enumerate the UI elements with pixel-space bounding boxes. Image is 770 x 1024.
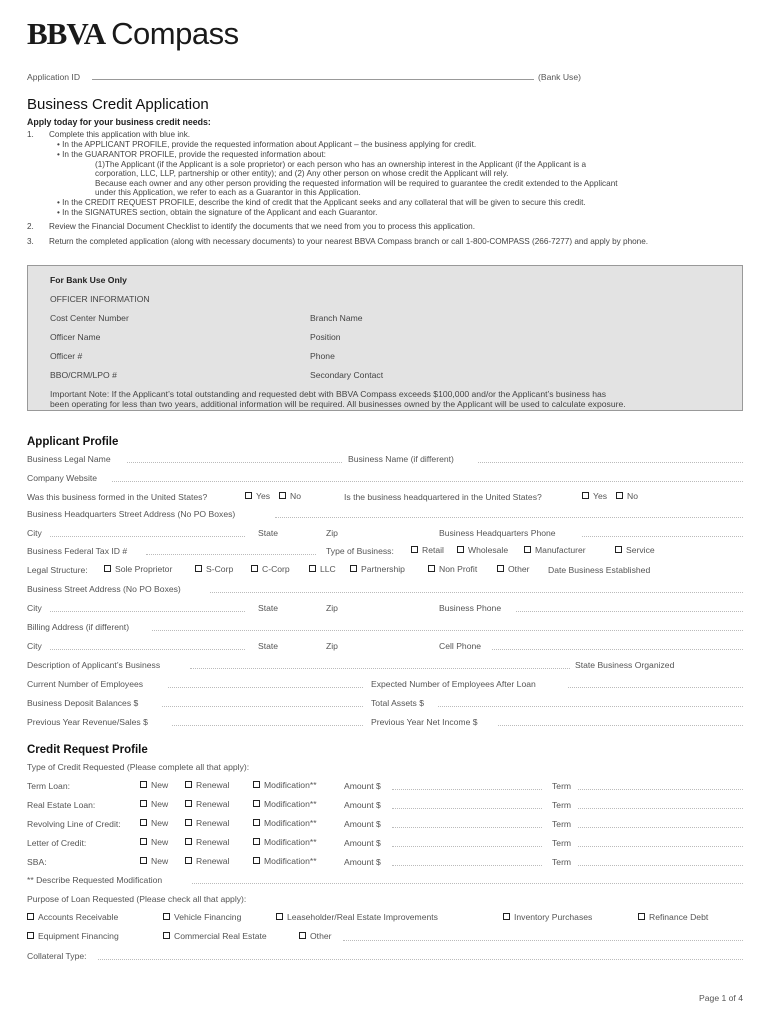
hq-street-label: Business Headquarters Street Address (No PO Boxes) (27, 509, 236, 519)
total-assets-field[interactable] (438, 699, 743, 707)
company-website-label: Company Website (27, 473, 98, 483)
non-profit-checkbox[interactable]: Non Profit (428, 564, 477, 574)
prev-net-income-label: Previous Year Net Income $ (371, 717, 478, 727)
retail-checkbox[interactable]: Retail (411, 545, 444, 555)
instruction-text: • In the CREDIT REQUEST PROFILE, describe the kind of credit that the Applicant seeks and any collateral that will be given to secure this credit. (57, 198, 586, 207)
real-estate-loan-label: Real Estate Loan: (27, 800, 96, 810)
hq-us-question: Is the business headquartered in the United States? (344, 492, 542, 502)
prev-revenue-field[interactable] (172, 718, 363, 726)
prev-revenue-label: Previous Year Revenue/Sales $ (27, 717, 148, 727)
collateral-type-field[interactable] (98, 952, 743, 960)
tax-id-field[interactable] (146, 547, 316, 555)
billing-city-label: City (27, 641, 42, 651)
sba-renewal-checkbox[interactable]: Renewal (185, 856, 229, 866)
other-purpose-field[interactable] (343, 933, 743, 941)
logo-brand: BBVA (27, 16, 106, 51)
business-legal-name-label: Business Legal Name (27, 454, 111, 464)
state-organized-label: State Business Organized (575, 660, 675, 670)
instruction-number: 2. (27, 222, 34, 231)
billing-address-field[interactable] (152, 623, 743, 631)
instruction-text: • In the APPLICANT PROFILE, provide the requested information about Applicant – the business applying for credit. (57, 140, 477, 149)
collateral-type-label: Collateral Type: (27, 951, 87, 961)
other-structure-checkbox[interactable]: Other (497, 564, 530, 574)
state-label: State (258, 603, 279, 613)
instruction-text: • In the GUARANTOR PROFILE, provide the requested information about: (57, 150, 326, 159)
company-website-field[interactable] (112, 474, 743, 482)
cost-center-label: Cost Center Number (50, 313, 129, 323)
page-number: Page 1 of 4 (699, 993, 743, 1003)
current-employees-field[interactable] (168, 680, 363, 688)
term-loan-amount-field[interactable] (392, 782, 542, 790)
business-description-field[interactable] (190, 661, 570, 669)
hq-street-field[interactable] (275, 510, 743, 518)
instruction-text: (1)The Applicant (if the Applicant is a sole proprietor) or each person who has an ownership interest in the Applicant (if the Applicant is a (95, 160, 587, 169)
real-estate-term-label: Term (552, 800, 572, 810)
application-id-suffix: (Bank Use) (538, 72, 581, 82)
page-subtitle: Apply today for your business credit needs: (27, 117, 211, 127)
legal-structure-label: Legal Structure: (27, 565, 88, 575)
instruction-text: Because each owner and any other person providing the requested information will be required to guarantee the credit extended to the Applicant (95, 179, 618, 188)
business-description-label: Description of Applicant’s Business (27, 660, 161, 670)
expected-employees-field[interactable] (568, 680, 743, 688)
business-phone-field[interactable] (516, 604, 743, 612)
phone-label: Phone (310, 351, 335, 361)
real-estate-term-field[interactable] (578, 801, 743, 809)
term-loan-renewal-checkbox[interactable]: Renewal (185, 780, 229, 790)
letter-of-credit-modification-checkbox[interactable]: Modification** (253, 837, 317, 847)
sba-amount-field[interactable] (392, 858, 542, 866)
street-address-label: Business Street Address (No PO Boxes) (27, 584, 181, 594)
bbva-compass-logo (27, 16, 239, 52)
hq-phone-field[interactable] (582, 529, 743, 537)
letter-of-credit-label: Letter of Credit: (27, 838, 87, 848)
date-established-label: Date Business Established (548, 565, 651, 575)
bank-use-box (27, 265, 743, 411)
officer-name-label: Officer Name (50, 332, 101, 342)
inventory-purchases-checkbox[interactable]: Inventory Purchases (503, 912, 592, 922)
revolving-renewal-checkbox[interactable]: Renewal (185, 818, 229, 828)
revolving-amount-field[interactable] (392, 820, 542, 828)
formed-us-yes-checkbox[interactable]: Yes (245, 491, 270, 501)
llc-checkbox[interactable]: LLC (309, 564, 336, 574)
business-name-field[interactable] (478, 455, 743, 463)
credit-type-label: Type of Credit Requested (Please complete all that apply): (27, 762, 250, 772)
position-label: Position (310, 332, 341, 342)
letter-of-credit-amount-label: Amount $ (344, 838, 381, 848)
hq-phone-label: Business Headquarters Phone (439, 528, 556, 538)
street-address-field[interactable] (210, 585, 743, 593)
wholesale-checkbox[interactable]: Wholesale (457, 545, 508, 555)
billing-state-label: State (258, 641, 279, 651)
real-estate-amount-field[interactable] (392, 801, 542, 809)
refinance-debt-checkbox[interactable]: Refinance Debt (638, 912, 708, 922)
credit-request-heading: Credit Request Profile (27, 744, 148, 756)
term-loan-amount-label: Amount $ (344, 781, 381, 791)
revolving-term-label: Term (552, 819, 572, 829)
term-loan-label: Term Loan: (27, 781, 70, 791)
zip-label: Zip (326, 603, 338, 613)
branch-name-label: Branch Name (310, 313, 363, 323)
instruction-text: Complete this application with blue ink. (49, 130, 191, 139)
sba-new-checkbox[interactable]: New (140, 856, 168, 866)
letter-of-credit-amount-field[interactable] (392, 839, 542, 847)
term-loan-new-checkbox[interactable]: New (140, 780, 168, 790)
vehicle-financing-checkbox[interactable]: Vehicle Financing (163, 912, 241, 922)
letter-of-credit-renewal-checkbox[interactable]: Renewal (185, 837, 229, 847)
bbo-label: BBO/CRM/LPO # (50, 370, 117, 380)
manufacturer-checkbox[interactable]: Manufacturer (524, 545, 586, 555)
service-checkbox[interactable]: Service (615, 545, 655, 555)
revolving-amount-label: Amount $ (344, 819, 381, 829)
applicant-profile-heading: Applicant Profile (27, 436, 119, 448)
bank-use-header: For Bank Use Only (50, 275, 127, 285)
term-loan-term-field[interactable] (578, 782, 743, 790)
revolving-new-checkbox[interactable]: New (140, 818, 168, 828)
sba-term-label: Term (552, 857, 572, 867)
s-corp-checkbox[interactable]: S-Corp (195, 564, 233, 574)
sba-modification-checkbox[interactable]: Modification** (253, 856, 317, 866)
term-loan-modification-checkbox[interactable]: Modification** (253, 780, 317, 790)
billing-zip-label: Zip (326, 641, 338, 651)
c-corp-checkbox[interactable]: C-Corp (251, 564, 290, 574)
hq-us-yes-checkbox[interactable]: Yes (582, 491, 607, 501)
instruction-text: Review the Financial Document Checklist to identify the documents that we need from you to process this application. (49, 222, 475, 231)
billing-city-field[interactable] (50, 642, 245, 650)
current-employees-label: Current Number of Employees (27, 679, 144, 689)
officer-number-label: Officer # (50, 351, 83, 361)
hq-city-field[interactable] (50, 529, 245, 537)
cell-phone-field[interactable] (492, 642, 743, 650)
instruction-text: corporation, LLC, LLP, partnership or other entity); and (2) Any other person on whose credit the Applicant will rely. (95, 169, 509, 178)
page-title: Business Credit Application (27, 96, 209, 113)
letter-of-credit-new-checkbox[interactable]: New (140, 837, 168, 847)
real-estate-renewal-checkbox[interactable]: Renewal (185, 799, 229, 809)
instruction-text: Return the completed application (along with necessary documents) to your nearest BBVA Compass branch or call 1-800-COMPASS (266-7277) and apply by phone. (49, 237, 649, 246)
business-phone-label: Business Phone (439, 603, 502, 613)
business-legal-name-field[interactable] (127, 455, 342, 463)
leasehold-improvements-checkbox[interactable]: Leaseholder/Real Estate Improvements (276, 912, 438, 922)
formed-us-no-checkbox[interactable]: No (279, 491, 301, 501)
city-label: City (27, 603, 42, 613)
prev-net-income-field[interactable] (498, 718, 743, 726)
hq-us-no-checkbox[interactable]: No (616, 491, 638, 501)
accounts-receivable-checkbox[interactable]: Accounts Receivable (27, 912, 118, 922)
hq-city-label: City (27, 528, 42, 538)
partnership-checkbox[interactable]: Partnership (350, 564, 405, 574)
describe-modification-field[interactable] (192, 876, 743, 884)
application-id-field[interactable] (92, 72, 534, 80)
sole-proprietor-checkbox[interactable]: Sole Proprietor (104, 564, 172, 574)
expected-employees-label: Expected Number of Employees After Loan (371, 679, 536, 689)
hq-state-label: State (258, 528, 279, 538)
letter-of-credit-term-label: Term (552, 838, 572, 848)
real-estate-amount-label: Amount $ (344, 800, 381, 810)
important-note-line: been operating for less than two years, additional information will be required. All businesses owned by the Applicant will be used to calculate exposure. (50, 399, 626, 409)
instruction-number: 3. (27, 237, 34, 246)
revolving-modification-checkbox[interactable]: Modification** (253, 818, 317, 828)
sba-amount-label: Amount $ (344, 857, 381, 867)
city-field[interactable] (50, 604, 245, 612)
instruction-text: under this Application, we refer to each as a Guarantor in this Application. (95, 188, 361, 197)
loan-purpose-label: Purpose of Loan Requested (Please check all that apply): (27, 894, 247, 904)
revolving-term-field[interactable] (578, 820, 743, 828)
sba-label: SBA: (27, 857, 47, 867)
term-loan-term-label: Term (552, 781, 572, 791)
instruction-text: • In the SIGNATURES section, obtain the signature of the Applicant and each Guarantor. (57, 208, 378, 217)
instruction-number: 1. (27, 130, 34, 139)
billing-address-label: Billing Address (if different) (27, 622, 130, 632)
real-estate-new-checkbox[interactable]: New (140, 799, 168, 809)
hq-zip-label: Zip (326, 528, 338, 538)
total-assets-label: Total Assets $ (371, 698, 425, 708)
equipment-financing-checkbox[interactable]: Equipment Financing (27, 931, 119, 941)
letter-of-credit-term-field[interactable] (578, 839, 743, 847)
type-of-business-label: Type of Business: (326, 546, 394, 556)
deposit-balances-field[interactable] (162, 699, 363, 707)
officer-info-heading: OFFICER INFORMATION (50, 294, 150, 304)
formed-us-question: Was this business formed in the United States? (27, 492, 208, 502)
tax-id-label: Business Federal Tax ID # (27, 546, 128, 556)
business-name-label: Business Name (if different) (348, 454, 454, 464)
secondary-contact-label: Secondary Contact (310, 370, 384, 380)
other-purpose-checkbox[interactable]: Other (299, 931, 332, 941)
cell-phone-label: Cell Phone (439, 641, 482, 651)
commercial-real-estate-checkbox[interactable]: Commercial Real Estate (163, 931, 267, 941)
important-note-line: Important Note: If the Applicant’s total outstanding and requested debt with BBVA Compass exceeds $100,000 and/or the Applicant’s business has (50, 389, 607, 399)
real-estate-modification-checkbox[interactable]: Modification** (253, 799, 317, 809)
application-id-label: Application ID (27, 72, 81, 82)
revolving-line-label: Revolving Line of Credit: (27, 819, 121, 829)
describe-modification-label: ** Describe Requested Modification (27, 875, 163, 885)
deposit-balances-label: Business Deposit Balances $ (27, 698, 139, 708)
logo-name: Compass (111, 16, 239, 51)
sba-term-field[interactable] (578, 858, 743, 866)
